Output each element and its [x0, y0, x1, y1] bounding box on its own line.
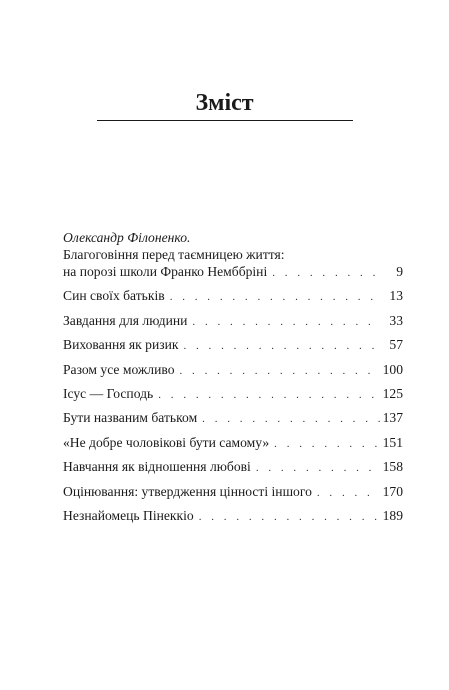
dot-leader — [158, 387, 379, 404]
title-divider — [97, 120, 353, 121]
dot-leader — [317, 485, 380, 502]
toc-entry — [63, 458, 403, 475]
toc-page-number: 9 — [396, 264, 403, 279]
toc-entry — [63, 507, 403, 524]
toc-entry-title: Незнайомець Пінеккіо — [63, 507, 194, 523]
toc-entry — [63, 361, 403, 378]
toc-entry — [63, 385, 403, 402]
toc-page-number: 189 — [382, 507, 403, 523]
dot-leader — [274, 436, 379, 453]
toc-entry-title: Син своїх батьків — [63, 288, 165, 304]
table-of-contents — [63, 229, 403, 524]
dot-leader — [183, 338, 380, 355]
toc-entry-author: Олександр Філоненко. — [63, 230, 191, 245]
toc-page-number: 170 — [382, 483, 403, 499]
toc-page-number: 13 — [389, 288, 403, 304]
toc-page-number: 151 — [382, 434, 403, 450]
toc-page-number: 125 — [382, 385, 403, 401]
toc-entry-title-line-2: на порозі школи Франко Немббріні — [63, 264, 268, 279]
toc-entry-introduction — [63, 229, 403, 280]
toc-entry — [63, 409, 403, 426]
toc-entry-row — [63, 263, 403, 280]
toc-page-number: 100 — [382, 361, 403, 377]
toc-page-number: 57 — [389, 337, 403, 353]
toc-page-number: 33 — [389, 312, 403, 328]
dot-leader — [202, 411, 379, 428]
toc-entry — [63, 336, 403, 353]
toc-entry-title: Бути названим батьком — [63, 410, 198, 426]
toc-entry-title: Разом усе можливо — [63, 361, 175, 377]
page-title: Зміст — [195, 90, 254, 116]
toc-entry-title: «Не добре чоловікові бути самому» — [63, 434, 270, 450]
toc-entry-title: Завдання для людини — [63, 312, 188, 328]
dot-leader — [192, 314, 380, 331]
toc-entry-title-line-1: Благоговіння перед таємницею життя: — [63, 247, 285, 262]
toc-entry-title: Ісус — Господь — [63, 385, 154, 401]
toc-entry — [63, 287, 403, 304]
toc-entry — [63, 483, 403, 500]
toc-entry-title: Оцінювання: утвердження цінності іншого — [63, 483, 312, 499]
dot-leader — [256, 460, 380, 477]
toc-entry — [63, 434, 403, 451]
toc-page-number: 158 — [382, 459, 403, 475]
toc-entry-title: Навчання як відношення любові — [63, 459, 251, 475]
dot-leader — [272, 265, 380, 282]
toc-entry-title: Виховання як ризик — [63, 337, 179, 353]
dot-leader — [170, 289, 380, 306]
dot-leader — [199, 509, 380, 526]
toc-page-number: 137 — [382, 410, 403, 426]
dot-leader — [180, 363, 380, 380]
toc-entry — [63, 312, 403, 329]
